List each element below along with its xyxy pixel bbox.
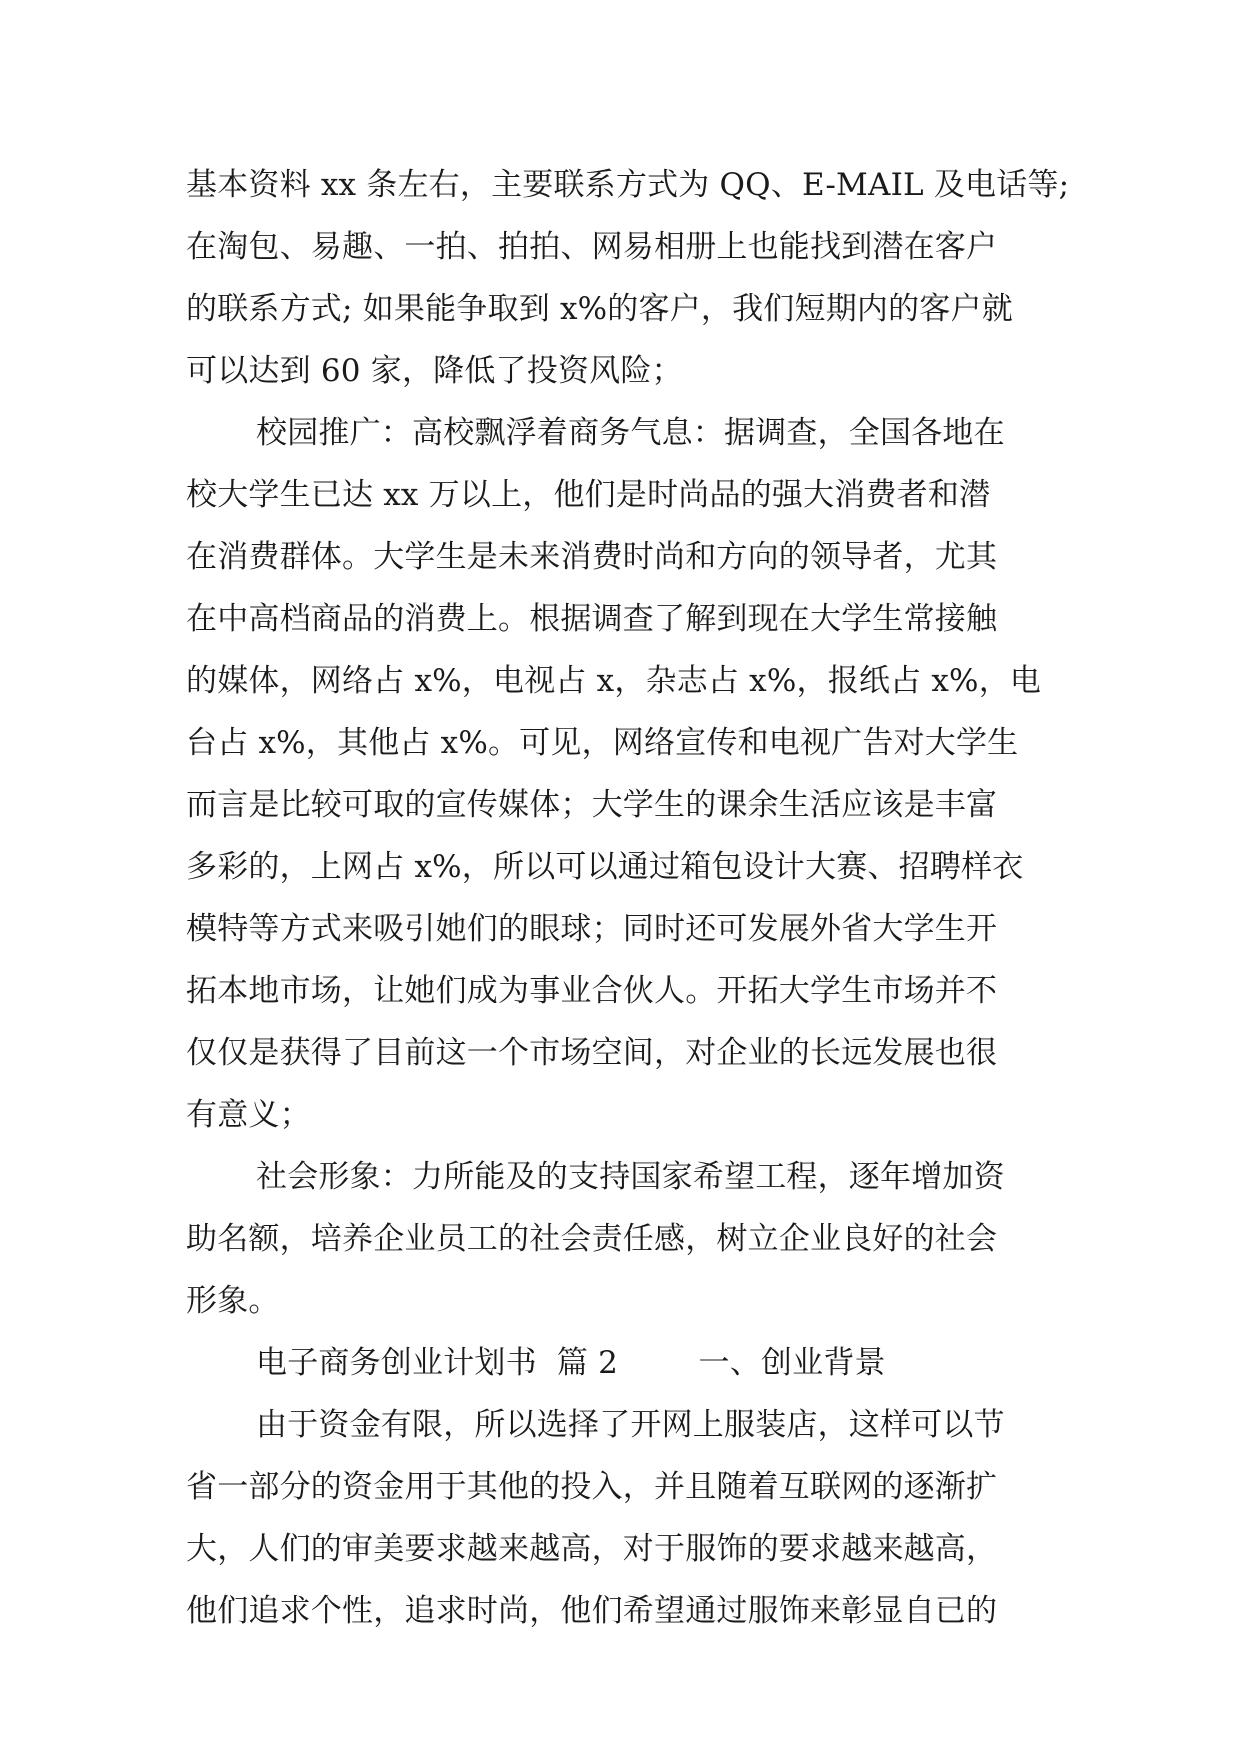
paragraph-5-line-2: 省一部分的资金用于其他的投入，并且随着互联网的逐渐扩 (186, 1469, 998, 1505)
paragraph-1-line-1: 基本资料 xx 条左右，主要联系方式为 QQ、E-MAIL 及电话等; (186, 167, 1070, 203)
paragraph-2-line-8: 多彩的，上网占 x%，所以可以通过箱包设计大赛、招聘样衣 (186, 849, 1024, 885)
paragraph-3-line-2: 助名额，培养企业员工的社会责任感，树立企业良好的社会 (186, 1221, 998, 1257)
paragraph-1-line-3: 的联系方式; 如果能争取到 x%的客户，我们短期内的客户就 (186, 291, 1013, 327)
paragraph-2-line-5: 的媒体，网络占 x%，电视占 x，杂志占 x%，报纸占 x%，电 (186, 663, 1042, 699)
paragraph-2-line-12: 有意义； (186, 1097, 311, 1133)
paragraph-2-line-6: 台占 x%，其他占 x%。可见，网络宣传和电视广告对大学生 (186, 725, 1019, 761)
paragraph-3-line-1: 社会形象：力所能及的支持国家希望工程，逐年增加资 (256, 1159, 1005, 1195)
paragraph-1-line-2: 在淘包、易趣、一拍、拍拍、网易相册上也能找到潜在客户 (186, 229, 998, 265)
paragraph-2-line-11: 仅仅是获得了目前这一个市场空间，对企业的长远发展也很 (186, 1035, 998, 1071)
paragraph-2-line-10: 拓本地市场，让她们成为事业合伙人。开拓大学生市场并不 (186, 973, 998, 1009)
paragraph-5-line-3: 大，人们的审美要求越来越高，对于服饰的要求越来越高， (186, 1531, 998, 1567)
paragraph-2-line-7: 而言是比较可取的宣传媒体；大学生的课余生活应该是丰富 (186, 787, 998, 823)
paragraph-5-line-4: 他们追求个性，追求时尚，他们希望通过服饰来彰显自已的 (186, 1593, 998, 1629)
paragraph-5-line-1: 由于资金有限，所以选择了开网上服装店，这样可以节 (256, 1407, 1005, 1443)
paragraph-3-line-3: 形象。 (186, 1283, 280, 1319)
paragraph-2-line-3: 在消费群体。大学生是未来消费时尚和方向的领导者，尤其 (186, 539, 998, 575)
paragraph-2-line-9: 模特等方式来吸引她们的眼球；同时还可发展外省大学生开 (186, 911, 998, 947)
paragraph-2-line-4: 在中高档商品的消费上。根据调查了解到现在大学生常接触 (186, 601, 998, 637)
paragraph-1-line-4: 可以达到 60 家，降低了投资风险； (186, 353, 683, 389)
paragraph-2-line-2: 校大学生已达 xx 万以上，他们是时尚品的强大消费者和潜 (186, 477, 991, 513)
section-heading: 电子商务创业计划书 篇 2 一、创业背景 (256, 1345, 886, 1381)
paragraph-2-line-1: 校园推广：高校飘浮着商务气息：据调查，全国各地在 (256, 415, 1005, 451)
